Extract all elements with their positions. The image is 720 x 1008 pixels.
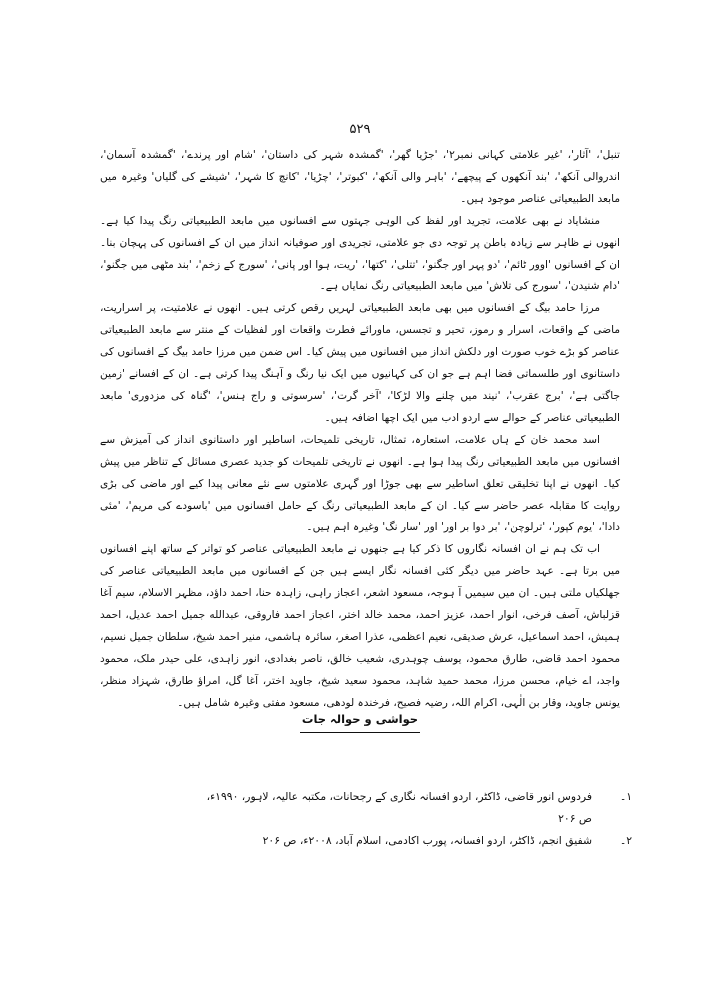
paragraph: تنبل'، 'آثار'، 'غیر علامتی کہانی نمبر۲'، 'جڑیا گھر'، 'گمشدہ شہر کی داستان'، 'شام اور پرندے'، 'گمشدہ آسمان'، اندروالی آنکھ'، 'بند آنکھوں کے پیچھے'، 'باہر والی آنکھ'، 'کبوتر'، 'چڑیا'، 'کانچ کا شہر'، 'شیشے کی گلیاں' وغیرہ میں مابعد الطبیعیاتی عناصر موجود ہیں۔ (100, 149, 620, 205)
footnotes-heading: حواشی و حوالہ جات (301, 712, 419, 726)
footnote-text: شفیق انجم، ڈاکٹر، اردو افسانہ، پورب اکادمی، اسلام آباد، ۲۰۰۸ء، ص ۲۰۶ (262, 834, 592, 847)
footnote-item (200, 830, 632, 852)
paragraph: اب تک ہم نے ان افسانہ نگاروں کا ذکر کیا ہے جنھوں نے مابعد الطبیعیاتی عناصر کو تواتر کے ساتھ اپنے افسانوں میں برتا ہے۔ عہد حاضر میں دیگر کئی افسانہ نگار ایسے ہیں جن کے افسانوں میں مابعد الطبیعیاتی عناصر کی جھلکیاں ملتی ہیں۔ ان میں سیمیں آ ہوجہ، مسعود اشعر، اعجاز راہی، زاہدہ حنا، احمد داؤد، مظہر الاسلام، سیم آغا قزلباش، آصف فرخی، انوار احمد، عزیز احمد، محمد خالد اختر، اعجاز احمد فاروقی، عبدالله جمیل احمد عدیل، احمد ہمیش، احمد اسماعیل، عرش صدیقی، نعیم اعظمی، عذرا اصغر، سائرہ ہاشمی، منیر احمد شیخ، سلطان جمیل نسیم، محمود احمد قاضی، طارق محمود، یوسف چوہدری، شعیب خالق، ناصر بغدادی، انور زاہدی، علی حیدر ملک، محمود واجد، اے خیام، محسن مرزا، محمد حمید شاہد، محمود سعید شیخ، جاوید اختر، آغا گل، امراؤ طارق، شہزاد منظر، یونس جاوید، وقار بن الٰہی، اکرام اللہ، رضیہ فصیح، فرخندہ لودھی، مسعود مفتی وغیرہ شامل ہیں۔ (100, 543, 620, 709)
footnotes-list (200, 786, 632, 852)
paragraph: منشایاد نے بھی علامت، تجرید اور لفظ کی الوہی جہتوں سے افسانوں میں مابعد الطبیعیاتی رنگ پیدا کیا ہے۔ انھوں نے ظاہر سے زیادہ باطن پر توجہ دی جو علامتی، تجریدی اور صوفیانہ انداز میں ان کے افسانوں کی پہچان بنا۔ ان کے افسانوں 'اوور ٹائم'، 'دو پہر اور جگنو'، 'تتلی'، 'کتھا'، 'ریت، ہوا اور پانی'، 'سورج کے زخم'، 'بند مٹھی میں جگنو'، 'دام شنیدن'، 'سورج کی تلاش' میں مابعد الطبیعیاتی رنگ نمایاں ہے۔ (100, 214, 620, 293)
footnote-text: فردوس انور قاضی، ڈاکٹر، اردو افسانہ نگاری کے رجحانات، مکتبہ عالیہ، لاہور، ۱۹۹۰ء، ص ۲۰۶ (206, 790, 592, 825)
heading-underline (300, 732, 420, 733)
footnote-number: ۱۔ (619, 790, 632, 803)
paragraph: اسد محمد خان کے ہاں علامت، استعارہ، تمثال، تاریخی تلمیحات، اساطیر اور داستانوی انداز کی آمیزش سے افسانوں میں مابعد الطبیعیاتی رنگ پیدا ہوا ہے۔ انھوں نے تاریخی تلمیحات کو جدید عصری مسائل کے تناظر میں پیش کیا۔ انھوں نے اپنا تخلیقی تعلق اساطیر سے بھی جوڑا اور گہری علامتوں سے نئے معانی پیدا کیے اور ماضی کی بڑی روایت کا مقابلہ عصر حاضر سے کیا۔ ان کے مابعد الطبیعیاتی رنگ کے حامل افسانوں میں 'باسودے کی مریم'، 'مئی دادا'، 'یوم کپور'، 'ترلوچن'، 'بر دوا بر اور' اور 'سار نگ' وغیرہ اہم ہیں۔ (100, 433, 620, 534)
body-text (100, 145, 620, 715)
footnote-number: ۲۔ (619, 834, 632, 847)
footnote-item (200, 786, 632, 830)
paragraph: مرزا حامد بیگ کے افسانوں میں بھی مابعد الطبیعیاتی لہریں رقص کرتی ہیں۔ انھوں نے علامتیت، پر اسراریت، ماضی کے واقعات، اسرار و رموز، تحیر و تجسس، ماورائے فطرت واقعات اور لفظیات کے منتر سے مابعد الطبیعیاتی عناصر کو بڑے خوب صورت اور دلکش انداز میں افسانوں میں پیش کیا۔ اس ضمن میں مرزا حامد بیگ کے افسانوں کی داستانوی اور طلسماتی فضا اہم ہے جو ان کی کہانیوں میں ایک نیا رنگ و آہنگ پیدا کرتی ہے۔ ان کے افسانے 'زمین جاگتی ہے'، 'برج عقرب'، 'نیند میں چلنے والا لڑکا'، 'آخر گرت'، 'سرسوتی و راج ہنس'، 'گناہ کی مزدوری' مابعد الطبیعیاتی عناصر کے حوالے سے اردو ادب میں ایک اچھا اضافہ ہیں۔ (100, 302, 620, 424)
page-number: ۵۲۹ (349, 122, 371, 137)
